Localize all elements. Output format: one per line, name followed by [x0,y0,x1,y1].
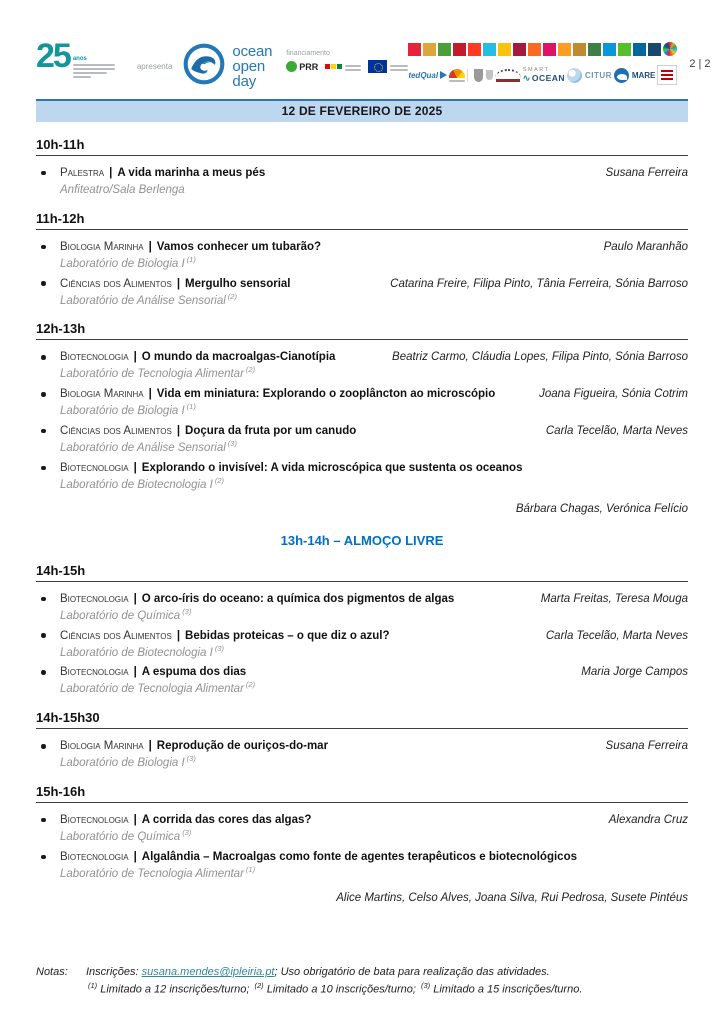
item-location [60,439,688,454]
item-speakers: Susana Ferreira [605,740,688,753]
item-speakers: Catarina Freire, Filipa Pinto, Tânia Ferreira, Sónia Barroso [390,277,688,290]
location-text: Laboratório de Biotecnologia I [60,478,213,491]
mare-wave-icon [614,68,629,83]
partner-logo-crest [467,69,493,82]
location-text: Laboratório de Tecnologia Alimentar [60,683,244,696]
item-title: Bebidas proteicas – o que diz o azul? [185,629,390,642]
category-title-separator: | [176,277,181,290]
sdg-square-4 [453,43,466,56]
category-title-separator: | [148,388,152,401]
section-items [36,230,688,307]
location-text: Laboratório de Análise Sensorial [60,294,226,307]
item-category: Biotecnologia [60,666,129,679]
category-title-separator: | [133,461,137,474]
eu-flag-logo [368,60,408,73]
location-footnote-marker: (3) [186,754,196,764]
bullet-icon [36,855,60,860]
item-category: Biotecnologia [60,850,129,863]
item-title: O mundo da macroalgas-Cianotípia [141,351,336,364]
schedule-item [36,462,688,515]
item-title: Algalândia – Macroalgas como fonte de agentes terapêuticos e biotecnológicos [141,850,577,863]
bullet-icon [36,633,60,638]
bullet-icon [36,281,60,286]
location-text: Laboratório de Biologia I [60,405,185,418]
bullet-icon [36,245,60,250]
sdg-square-2 [423,43,436,56]
item-speakers-below: Alice Martins, Celso Alves, Joana Silva, Rui Pedrosa, Susete Pintéus [336,891,688,904]
item-speakers: Paulo Maranhão [603,240,688,253]
date-text: 12 DE FEVEREIRO DE 2025 [281,104,443,118]
item-category: Biologia Marinha [60,388,144,401]
partner-logo-fan [449,69,465,82]
item-category: Ciências dos Alimentos [60,629,172,642]
bullet-icon [36,597,60,602]
bullet-icon [36,670,60,675]
partner-logo-citur [567,68,612,83]
notes [36,966,688,996]
partner-logo-arc [495,69,521,82]
note-footnote-marker: (2) [254,981,264,991]
note-footnote-text: Limitado a 15 inscrições/turno. [430,984,583,996]
partner-logos [408,63,677,87]
location-footnote-marker: (2) [214,475,224,485]
dotted-arc-icon [495,69,521,78]
sdg-square-1 [408,43,421,56]
item-category: Ciências dos Alimentos [60,277,172,290]
location-footnote-marker: (2) [245,680,256,690]
25-anos-logo-subtext: anos [73,56,115,78]
section-items [36,156,688,196]
item-category: Biotecnologia [60,814,129,827]
note-footnote-marker: (1) [88,981,98,991]
bullet-icon [36,171,60,176]
section-items [36,803,688,904]
location-footnote-marker: (3) [182,828,192,838]
item-category: Palestra [60,167,105,179]
lunch-break: 13h-14h – ALMOÇO LIVRE [280,532,444,548]
location-footnote-marker: (2) [245,365,256,375]
location-footnote-marker: (3) [227,439,237,449]
schedule-item [36,388,688,417]
sdg-strip [408,42,677,56]
schedule-item [36,740,688,769]
item-category: Biologia Marinha [60,740,144,753]
tedqual-label: tedQual [408,70,439,80]
category-title-separator: | [148,740,152,753]
crest-icon [474,69,483,82]
item-location [60,292,688,307]
sdg-square-9 [528,43,541,56]
header [36,37,711,91]
section-items [36,582,688,695]
section-time: 11h-12h [36,211,688,230]
category-title-separator: | [133,814,137,827]
category-title-separator: | [133,592,137,605]
sdg-square-5 [468,43,481,56]
financiamento-label: financiamento [286,50,330,57]
sdg-square-3 [438,43,451,56]
item-speakers: Alexandra Cruz [608,814,688,827]
date-bar [36,99,688,122]
schedule-item [36,167,688,196]
schedule-item [36,241,688,270]
ocean-label: OCEAN [531,73,566,83]
item-title: A espuma dos dias [141,666,247,679]
bullet-icon [36,392,60,397]
category-title-separator: | [176,425,181,438]
item-speakers: Beatriz Carmo, Cláudia Lopes, Filipa Pinto, Sónia Barroso [392,351,688,364]
smart-label: SMART [522,66,550,73]
sdg-square-16 [633,43,646,56]
fan-icon [449,69,465,78]
schedule-item [36,425,688,454]
prr-logo: PRR [286,61,318,72]
location-text: Laboratório de Biologia I [60,257,185,270]
location-text: Laboratório de Tecnologia Alimentar [60,867,244,880]
sdg-square-6 [483,43,496,56]
note-footnote-text: Limitado a 10 inscrições/turno; [263,984,419,996]
location-text: Laboratório de Análise Sensorial [60,441,226,454]
mare-label: MARE [631,70,656,80]
partner-logo-forum [657,65,677,85]
section-time: 14h-15h [36,563,688,582]
sdg-square-8 [513,43,526,56]
sdg-square-12 [573,43,586,56]
section-time: 10h-11h [36,137,688,156]
section-items [36,729,688,769]
category-title-separator: | [148,240,152,253]
item-title: Mergulho sensorial [185,277,291,290]
item-title: Doçura da fruta por um canudo [185,425,357,438]
location-footnote-marker: (2) [227,291,237,301]
item-title: Explorando o invisível: A vida microscópica que sustenta os oceanos [141,461,523,474]
notes-line2 [86,981,688,996]
item-location [60,644,688,659]
bullet-icon [36,355,60,360]
bullet-icon [36,744,60,749]
sdg-square-11 [558,43,571,56]
item-title: A corrida das cores das algas? [141,814,312,827]
item-category: Biologia Marinha [60,240,144,253]
schedule-item [36,814,688,843]
forum-oceano-icon [657,65,677,85]
notes-line1: Inscrições: susana.mendes@ipleiria.pt; Uso obrigatório de bata para realização das atividades. [86,966,550,979]
sdg-square-17 [648,43,661,56]
item-location [60,828,688,843]
sdg-wheel-icon [663,42,677,56]
notes-label: Notas: [36,966,68,979]
sdg-square-7 [498,43,511,56]
schedule-item [36,351,688,380]
wave-icon: ∿ [522,72,531,83]
sdg-square-15 [618,43,631,56]
item-location [60,402,688,417]
schedule-item [36,851,688,904]
item-speakers: Carla Tecelão, Marta Neves [545,425,688,438]
location-footnote-marker: (1) [186,402,196,412]
location-text: Laboratório de Química [60,609,181,622]
schedule-item [36,666,688,695]
category-title-separator: | [109,167,113,179]
partner-logo-smartocean [523,67,565,84]
location-text: Laboratório de Biologia I [60,757,185,770]
item-speakers: Marta Freitas, Teresa Mouga [540,592,688,605]
location-footnote-marker: (1) [186,254,196,264]
category-title-separator: | [133,850,137,863]
item-category: Biotecnologia [60,351,129,364]
location-footnote-marker: (3) [214,643,224,653]
section-time: 12h-13h [36,321,688,340]
schedule-item [36,593,688,622]
apresenta-label: apresenta [136,62,173,71]
republica-portuguesa-logo [325,63,361,71]
item-location [60,181,688,196]
item-title: A vida marinha a meus pés [117,167,266,179]
schedule [36,122,688,912]
note-footnote-marker: (3) [420,981,431,991]
schedule-item [36,278,688,307]
bullet-icon [36,818,60,823]
wave-circle-icon [182,42,226,91]
page-number: 2 | 2 [689,58,711,70]
item-location [60,476,688,491]
sdg-square-14 [603,43,616,56]
bullet-icon [36,429,60,434]
location-text: Anfiteatro/Sala Berlenga [60,183,185,196]
item-speakers: Susana Ferreira [605,167,688,179]
item-speakers: Carla Tecelão, Marta Neves [545,629,688,642]
item-category: Biotecnologia [60,592,129,605]
citur-label: CITUR [584,70,612,80]
item-location [60,754,688,769]
location-text: Laboratório de Biotecnologia I [60,646,213,659]
location-footnote-marker: (3) [182,606,192,616]
25-anos-logo [36,37,115,78]
location-text: Laboratório de Tecnologia Alimentar [60,368,244,381]
bullet-icon [36,466,60,471]
section-time: 15h-16h [36,784,688,803]
tedqual-swoosh-icon [440,71,447,79]
item-speakers: Maria Jorge Campos [581,666,688,679]
email-link[interactable]: susana.mendes@ipleiria.pt [141,966,275,979]
item-location [60,607,688,622]
item-speakers: Joana Figueira, Sónia Cotrim [539,388,688,401]
section-time: 14h-15h30 [36,710,688,729]
item-title: Vida em miniatura: Explorando o zooplâncton ao microscópio [156,388,496,401]
category-title-separator: | [133,666,137,679]
eu-flag-icon [368,60,387,73]
item-speakers-below: Bárbara Chagas, Verónica Felício [515,502,688,515]
brand-line1: ocean [232,43,273,60]
item-category: Biotecnologia [60,461,129,474]
item-title: Reprodução de ouriços-do-mar [156,740,329,753]
location-footnote-marker: (1) [245,864,256,874]
crest2-icon [486,70,493,80]
pt-flag-icon [325,64,342,69]
ocean-open-day-logo [182,42,272,91]
item-location [60,365,688,380]
note-footnote-text: Limitado a 12 inscrições/turno; [97,984,253,996]
citur-swirl-icon [567,68,582,83]
partner-logo-tedqual [408,71,447,80]
category-title-separator: | [133,351,137,364]
item-location [60,255,688,270]
25-anos-logo-number: 25 [36,37,70,75]
financing-logos [286,50,408,73]
item-location [60,865,688,880]
prr-icon [286,61,297,72]
item-location [60,680,688,695]
item-title: O arco-íris do oceano: a química dos pigmentos de algas [141,592,455,605]
sdg-square-10 [543,43,556,56]
section-items [36,340,688,514]
sdg-square-13 [588,43,601,56]
category-title-separator: | [176,629,181,642]
item-category: Ciências dos Alimentos [60,425,172,438]
header-right [408,42,677,87]
partner-logo-mare [614,68,656,83]
item-title: Vamos conhecer um tubarão? [156,240,322,253]
brand-line2: open day [232,58,265,90]
location-text: Laboratório de Química [60,830,181,843]
schedule-item [36,630,688,659]
